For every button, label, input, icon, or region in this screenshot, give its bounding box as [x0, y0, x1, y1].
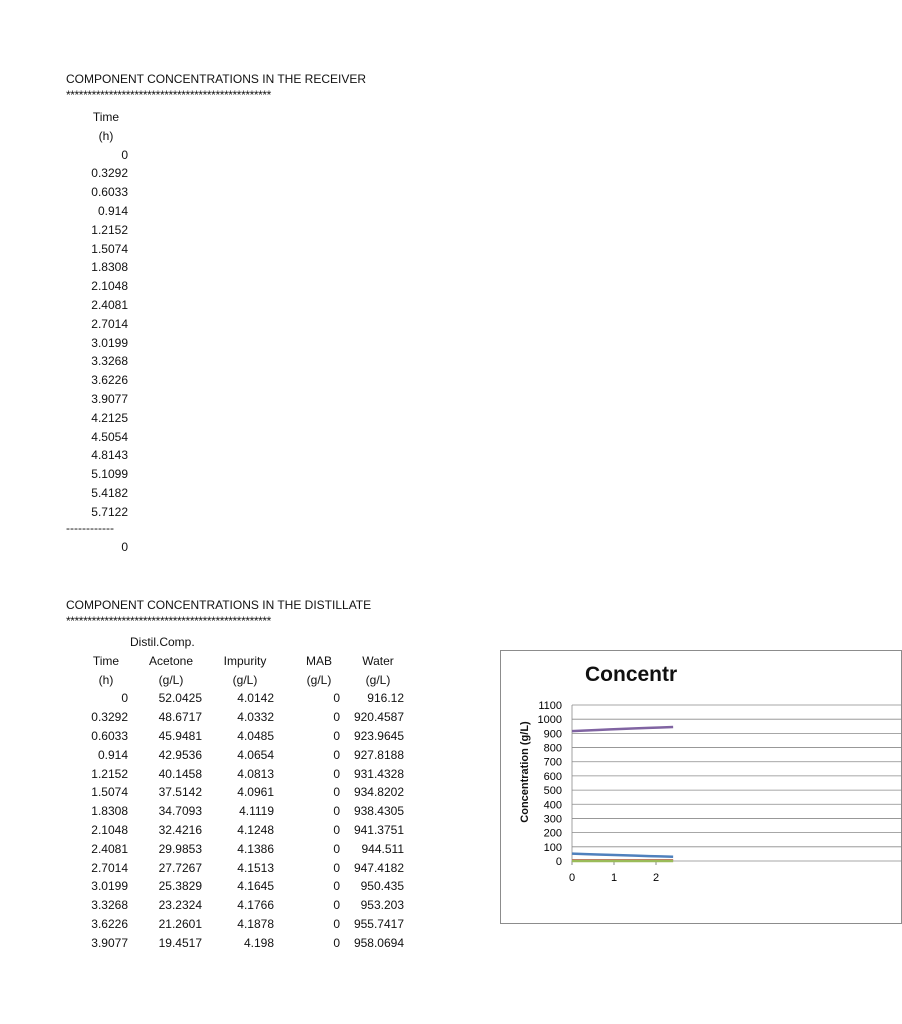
receiver-time-cell: 2.7014 [91, 316, 128, 331]
dist-impurity-cell: 4.1119 [239, 804, 274, 819]
receiver-time-cell: 5.4182 [91, 485, 128, 500]
dist-mab-unit: (g/L) [306, 672, 332, 687]
receiver-separator: ------------ [66, 521, 114, 535]
dist-time-cell: 0 [121, 691, 128, 706]
series-line-water [572, 727, 673, 731]
y-tick-label: 500 [543, 785, 562, 798]
receiver-time-cell: 1.5074 [91, 241, 128, 256]
dist-time-header: Time [92, 653, 120, 668]
dist-time-unit: (h) [98, 672, 114, 687]
y-tick-label: 1100 [538, 700, 562, 712]
dist-time-cell: 1.5074 [91, 785, 128, 800]
dist-time-cell: 0.914 [97, 747, 128, 762]
receiver-time-cell: 3.9077 [91, 391, 128, 406]
dist-acetone-cell: 29.9853 [158, 841, 202, 856]
distillate-stars-divider: ************************************************ [66, 614, 271, 628]
dist-acetone-cell: 37.5142 [158, 785, 202, 800]
dist-water-cell: 958.0694 [353, 935, 404, 950]
receiver-time-cell: 0.6033 [91, 185, 128, 200]
dist-acetone-cell: 32.4216 [158, 822, 202, 837]
dist-acetone-cell: 45.9481 [158, 728, 202, 743]
dist-time-cell: 0.6033 [91, 728, 128, 743]
dist-impurity-cell: 4.198 [243, 935, 274, 950]
receiver-time-cell: 3.3268 [91, 354, 128, 369]
dist-water-cell: 927.8188 [353, 747, 404, 762]
dist-acetone-cell: 48.6717 [158, 710, 202, 725]
dist-acetone-cell: 40.1458 [158, 766, 202, 781]
chart-y-axis-label: Concentration (g/L) [519, 721, 531, 823]
dist-impurity-cell: 4.0332 [237, 710, 274, 725]
dist-impurity-cell: 4.1386 [237, 841, 274, 856]
dist-mab-cell: 0 [333, 728, 340, 743]
dist-acetone-column [140, 652, 202, 953]
dist-impurity-header: Impurity [223, 653, 267, 668]
dist-acetone-header: Acetone [148, 653, 194, 668]
receiver-time-cell: 4.2125 [91, 410, 128, 425]
dist-mab-column [298, 652, 340, 953]
chart-plot [501, 651, 901, 923]
receiver-time-cell: 2.1048 [91, 279, 128, 294]
receiver-time-cell: 3.6226 [91, 373, 128, 388]
y-tick-label: 0 [555, 856, 562, 868]
dist-mab-cell: 0 [333, 935, 340, 950]
receiver-time-column [80, 108, 128, 522]
chart-title: Concentr [585, 663, 678, 686]
dist-mab-cell: 0 [333, 879, 340, 894]
receiver-time-cell: 4.8143 [91, 448, 128, 463]
dist-mab-cell: 0 [333, 841, 340, 856]
dist-mab-cell: 0 [333, 916, 340, 931]
dist-mab-cell: 0 [333, 747, 340, 762]
receiver-time-cell: 5.1099 [91, 467, 128, 482]
chart-frame [500, 650, 902, 924]
dist-mab-cell: 0 [333, 804, 340, 819]
y-tick-label: 900 [543, 728, 562, 741]
dist-water-cell: 947.4182 [353, 860, 404, 875]
dist-time-cell: 2.4081 [91, 841, 128, 856]
dist-time-cell: 3.0199 [91, 879, 128, 894]
dist-time-column [80, 652, 128, 953]
concentration-chart[interactable] [500, 650, 678, 924]
receiver-time-cell: 2.4081 [91, 297, 128, 312]
dist-acetone-cell: 27.7267 [158, 860, 202, 875]
dist-impurity-cell: 4.0142 [237, 691, 274, 706]
dist-time-cell: 3.3268 [91, 898, 128, 913]
dist-water-cell: 950.435 [360, 879, 404, 894]
dist-water-column [344, 652, 404, 953]
dist-acetone-cell: 21.2601 [158, 916, 202, 931]
y-tick-label: 200 [543, 827, 562, 840]
dist-acetone-cell: 23.2324 [158, 898, 202, 913]
receiver-time-cell: 1.8308 [91, 260, 128, 275]
receiver-time-header: Time [92, 110, 120, 124]
receiver-time-cell: 0.914 [97, 203, 128, 218]
dist-impurity-cell: 4.0813 [237, 766, 274, 781]
receiver-final-value: 0 [121, 540, 128, 554]
y-tick-label: 800 [543, 742, 562, 755]
dist-time-cell: 3.6226 [91, 916, 128, 931]
receiver-time-cell: 4.5054 [91, 429, 128, 444]
dist-mab-cell: 0 [333, 710, 340, 725]
series-line-acetone [572, 854, 673, 857]
dist-water-cell: 934.8202 [353, 785, 404, 800]
dist-impurity-cell: 4.0961 [237, 785, 274, 800]
dist-time-cell: 2.7014 [91, 860, 128, 875]
distil-comp-group-header: Distil.Comp. [130, 635, 195, 649]
dist-water-cell: 923.9645 [353, 728, 404, 743]
y-tick-label: 400 [543, 799, 562, 812]
dist-water-cell: 916.12 [367, 691, 404, 706]
dist-impurity-cell: 4.1513 [237, 860, 274, 875]
dist-acetone-cell: 19.4517 [158, 935, 202, 950]
dist-water-cell: 938.4305 [353, 804, 404, 819]
dist-impurity-column [216, 652, 274, 953]
dist-water-unit: (g/L) [365, 672, 391, 687]
dist-acetone-cell: 42.9536 [158, 747, 202, 762]
receiver-time-unit: (h) [98, 128, 114, 143]
dist-acetone-cell: 25.3829 [158, 879, 202, 894]
dist-impurity-unit: (g/L) [232, 672, 258, 687]
dist-water-header: Water [362, 653, 394, 668]
dist-mab-header: MAB [305, 653, 332, 668]
y-tick-label: 600 [543, 770, 562, 783]
dist-impurity-cell: 4.1766 [237, 898, 274, 913]
x-tick-label: 0 [568, 872, 576, 884]
dist-acetone-cell: 52.0425 [158, 691, 202, 706]
dist-water-cell: 920.4587 [353, 710, 404, 725]
dist-mab-cell: 0 [333, 860, 340, 875]
dist-mab-cell: 0 [333, 822, 340, 837]
receiver-time-cell: 0 [121, 147, 128, 162]
dist-time-cell: 1.2152 [91, 766, 128, 781]
dist-impurity-cell: 4.0485 [237, 728, 274, 743]
distillate-title: COMPONENT CONCENTRATIONS IN THE DISTILLATE [66, 598, 372, 612]
receiver-time-cell: 5.7122 [91, 504, 128, 519]
dist-water-cell: 944.511 [361, 841, 404, 856]
dist-water-cell: 955.7417 [353, 916, 404, 931]
dist-water-cell: 941.3751 [353, 822, 404, 837]
receiver-time-cell: 0.3292 [91, 166, 128, 181]
receiver-time-cell: 3.0199 [91, 335, 128, 350]
dist-time-cell: 0.3292 [91, 710, 128, 725]
y-tick-label: 1000 [537, 714, 562, 727]
receiver-stars-divider: ************************************************ [66, 88, 271, 102]
y-tick-label: 100 [543, 841, 562, 854]
dist-mab-cell: 0 [333, 898, 340, 913]
dist-mab-cell: 0 [333, 766, 340, 781]
dist-acetone-cell: 34.7093 [158, 804, 202, 819]
dist-impurity-cell: 4.1248 [237, 822, 274, 837]
dist-mab-cell: 0 [333, 785, 340, 800]
dist-time-cell: 3.9077 [91, 935, 128, 950]
dist-water-cell: 931.4328 [353, 766, 404, 781]
dist-time-cell: 1.8308 [91, 804, 128, 819]
dist-mab-cell: 0 [333, 691, 340, 706]
receiver-time-cell: 1.2152 [91, 222, 128, 237]
y-tick-label: 700 [543, 756, 562, 769]
y-tick-label: 300 [543, 813, 562, 826]
x-tick-label: 2 [652, 872, 660, 884]
dist-impurity-cell: 4.0654 [237, 747, 274, 762]
dist-impurity-cell: 4.1645 [237, 879, 274, 894]
receiver-title: COMPONENT CONCENTRATIONS IN THE RECEIVER [66, 72, 367, 86]
x-tick-label: 1 [610, 872, 618, 884]
dist-impurity-cell: 4.1878 [237, 916, 274, 931]
dist-time-cell: 2.1048 [91, 822, 128, 837]
dist-acetone-unit: (g/L) [158, 672, 184, 687]
dist-water-cell: 953.203 [360, 898, 404, 913]
